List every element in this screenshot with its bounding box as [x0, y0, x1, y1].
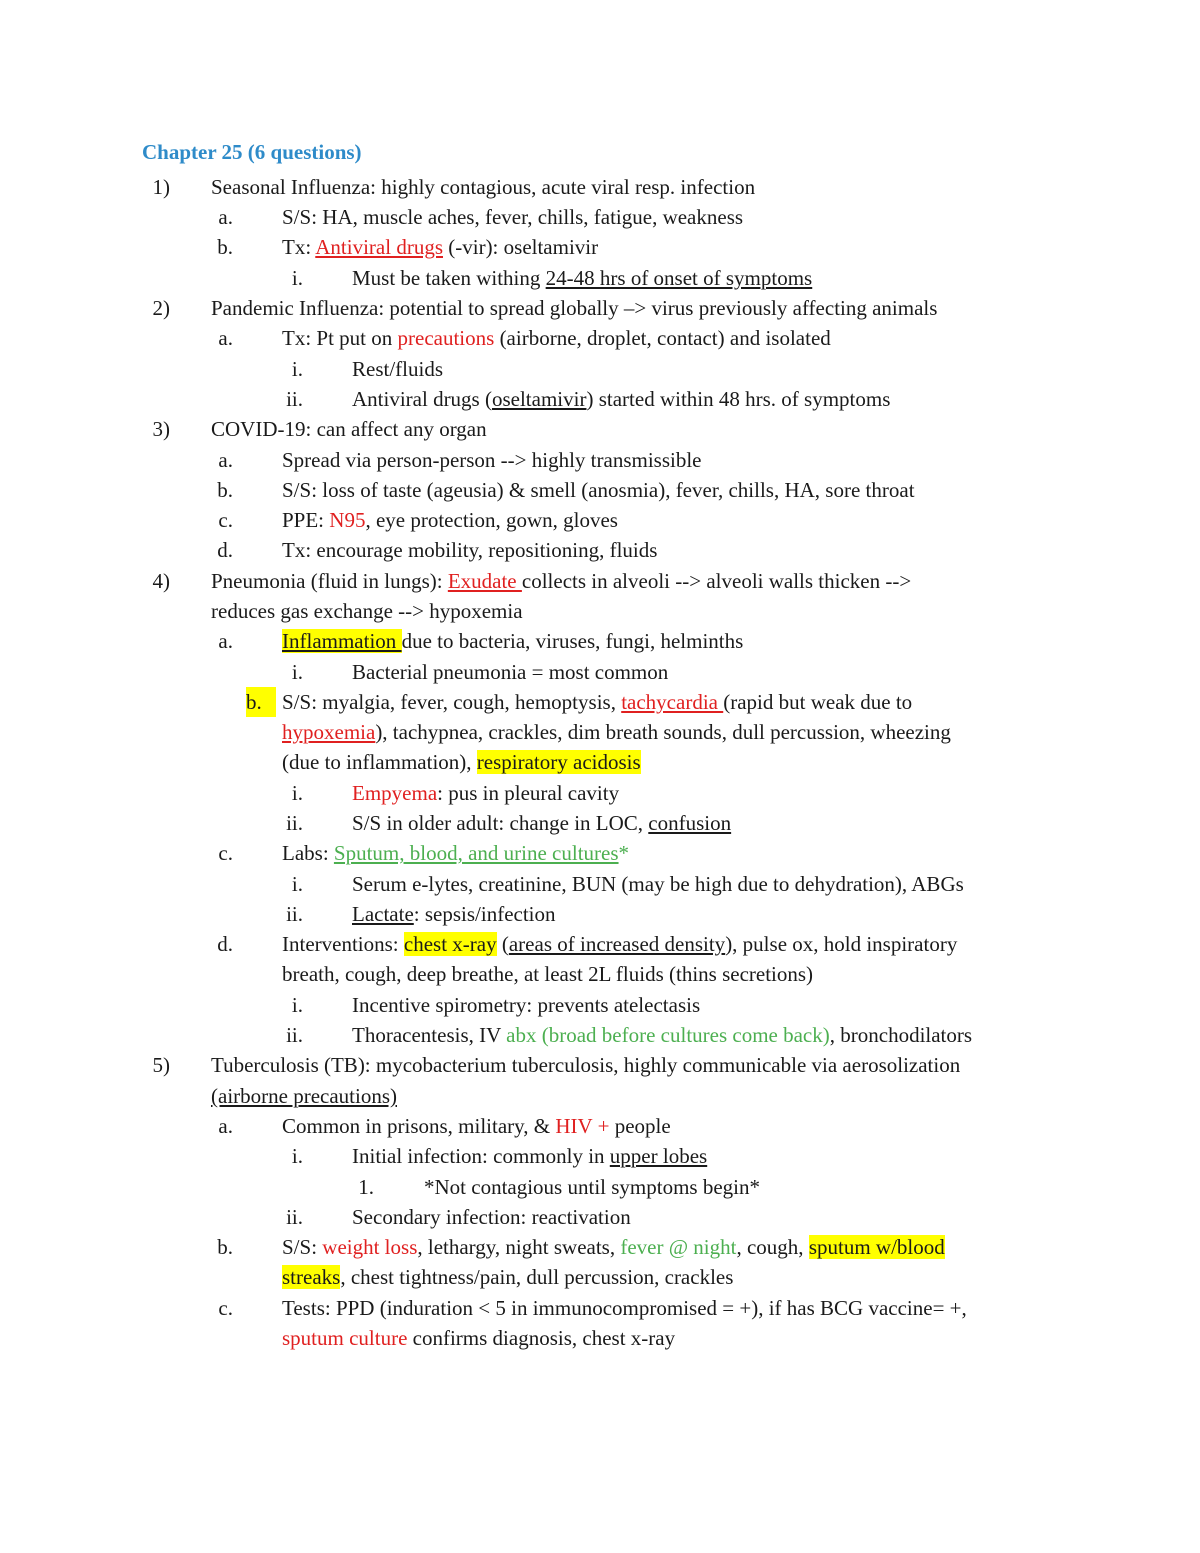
- text-run: , eye protection, gown, gloves: [365, 508, 618, 532]
- text-run: people: [609, 1114, 671, 1138]
- line-text: [282, 959, 813, 989]
- text-run: due to bacteria, viruses, fungi, helminths: [401, 629, 744, 653]
- list-marker: 2): [152, 296, 170, 320]
- text-run: ) started within 48 hrs. of symptoms: [586, 387, 891, 411]
- line-text: [424, 1172, 760, 1202]
- list-marker: i.: [291, 660, 303, 684]
- list-marker: ii.: [286, 387, 303, 411]
- line-text: [352, 657, 668, 687]
- list-marker: ii.: [286, 811, 303, 835]
- text-run: weight loss: [322, 1235, 418, 1259]
- text-run: , lethargy, night sweats,: [417, 1235, 621, 1259]
- text-run: sputum culture: [282, 1326, 408, 1350]
- line-text: [282, 475, 915, 505]
- line-text: [211, 293, 937, 323]
- list-marker: 1.: [358, 1175, 374, 1199]
- text-run: (airborne, droplet, contact) and isolated: [494, 326, 831, 350]
- text-run: : pus in pleural cavity: [437, 781, 620, 805]
- text-run: oseltamivir: [491, 387, 587, 411]
- text-run: Incentive spirometry: prevents atelectasis: [352, 993, 701, 1017]
- line-text: [282, 1262, 733, 1292]
- text-run: reduces gas exchange --> hypoxemia: [211, 599, 523, 623]
- text-run: *: [618, 841, 630, 865]
- list-marker: c.: [218, 1296, 233, 1320]
- text-run: S/S:: [282, 1235, 323, 1259]
- list-marker: b.: [217, 235, 233, 259]
- list-marker: ii.: [286, 1023, 303, 1047]
- line-text: [211, 414, 487, 444]
- line-text: [282, 202, 743, 232]
- text-run: N95: [329, 508, 366, 532]
- text-run: Bacterial pneumonia = most common: [352, 660, 669, 684]
- list-marker: a.: [218, 1114, 233, 1138]
- list-marker: c.: [218, 841, 233, 865]
- text-run: Common in prisons, military, &: [282, 1114, 556, 1138]
- line-text: [211, 1050, 960, 1080]
- text-run: Pandemic Influenza: potential to spread globally –> virus previously affecting animals: [211, 296, 938, 320]
- text-run: Tx: Pt put on: [282, 326, 398, 350]
- list-marker: 5): [152, 1053, 170, 1077]
- text-run: , chest tightness/pain, dull percussion, crackles: [340, 1265, 734, 1289]
- text-run: : sepsis/infection: [413, 902, 556, 926]
- text-run: Tx: encourage mobility, repositioning, fluids: [282, 538, 658, 562]
- text-run: (rapid but weak due to: [723, 690, 913, 714]
- text-run: hypoxemia: [282, 720, 376, 744]
- list-marker: a.: [218, 629, 233, 653]
- text-run: 24-48 hrs of onset of symptoms: [545, 266, 813, 290]
- text-run: S/S: loss of taste (ageusia) & smell (anosmia), fever, chills, HA, sore throat: [282, 478, 915, 502]
- line-text: [352, 1141, 707, 1171]
- line-text: [282, 929, 957, 959]
- text-run: ), pulse ox, hold inspiratory: [725, 932, 958, 956]
- text-run: Must be taken withing: [352, 266, 546, 290]
- list-marker: ii.: [286, 902, 303, 926]
- text-run: Pneumonia (fluid in lungs):: [211, 569, 448, 593]
- text-run: Tuberculosis (TB): mycobacterium tuberculosis, highly communicable via aerosolization: [211, 1053, 961, 1077]
- line-text: [352, 899, 556, 929]
- line-text: [352, 778, 619, 808]
- text-run: Interventions:: [282, 932, 404, 956]
- text-run: *Not contagious until symptoms begin*: [424, 1175, 760, 1199]
- text-run: Thoracentesis, IV: [352, 1023, 507, 1047]
- text-run: (-vir): oseltamivir: [443, 235, 599, 259]
- list-marker: 3): [152, 417, 170, 441]
- line-text: [282, 1111, 671, 1141]
- line-text: [352, 354, 443, 384]
- line-text: [211, 1081, 397, 1111]
- text-run: HIV +: [555, 1114, 610, 1138]
- line-text: [282, 687, 912, 717]
- text-run: Empyema: [352, 781, 438, 805]
- line-text: [211, 596, 523, 626]
- line-text: [352, 808, 731, 838]
- text-run: Seasonal Influenza: highly contagious, acute viral resp. infection: [211, 175, 756, 199]
- text-run: , bronchodilators: [829, 1023, 973, 1047]
- list-marker: i.: [291, 1144, 303, 1168]
- line-text: [282, 717, 951, 747]
- text-run: S/S in older adult: change in LOC,: [352, 811, 649, 835]
- text-run: PPE:: [282, 508, 330, 532]
- text-run: sputum w/blood: [808, 1235, 945, 1259]
- list-marker: a.: [218, 326, 233, 350]
- line-text: [282, 232, 598, 262]
- line-text: [282, 747, 641, 777]
- text-run: (airborne precautions): [211, 1084, 397, 1108]
- line-text: [352, 263, 812, 293]
- list-marker: i.: [291, 993, 303, 1017]
- list-marker: a.: [218, 205, 233, 229]
- list-marker: d.: [217, 932, 233, 956]
- text-run: streaks: [282, 1265, 341, 1289]
- line-text: [282, 445, 702, 475]
- text-run: respiratory acidosis: [476, 750, 641, 774]
- text-run: tachycardia: [621, 690, 724, 714]
- text-run: Serum e-lytes, creatinine, BUN (may be high due to dehydration), ABGs: [352, 872, 964, 896]
- list-marker: 1): [152, 175, 170, 199]
- text-run: areas of increased density: [508, 932, 726, 956]
- line-text: [282, 626, 743, 656]
- text-run: collects in alveoli --> alveoli walls thicken -->: [521, 569, 912, 593]
- text-run: COVID-19: can affect any organ: [211, 417, 487, 441]
- line-text: [282, 535, 657, 565]
- line-text: [282, 1232, 945, 1262]
- line-text: [211, 566, 911, 596]
- text-run: Tx:: [282, 235, 316, 259]
- list-marker: i.: [291, 872, 303, 896]
- text-run: Exudate: [447, 569, 522, 593]
- text-run: Lactate: [352, 902, 414, 926]
- list-marker: ii.: [286, 1205, 303, 1229]
- line-text: [352, 384, 890, 414]
- text-run: Sputum, blood, and urine cultures: [333, 841, 619, 865]
- line-text: [282, 505, 618, 535]
- text-run: upper lobes: [609, 1144, 708, 1168]
- line-text: [211, 172, 755, 202]
- text-run: Antiviral drugs (: [352, 387, 492, 411]
- list-marker: b.: [217, 1235, 233, 1259]
- text-run: chest x-ray: [403, 932, 497, 956]
- text-run: Spread via person-person --> highly transmissible: [282, 448, 702, 472]
- list-marker: 4): [152, 569, 170, 593]
- text-run: breath, cough, deep breathe, at least 2L fluids (thins secretions): [282, 962, 814, 986]
- line-text: [352, 869, 964, 899]
- line-text: [352, 1202, 631, 1232]
- chapter-title: Chapter 25 (6 questions): [142, 140, 362, 164]
- text-run: Inflammation: [282, 629, 402, 653]
- text-run: abx (broad before cultures come back): [506, 1023, 830, 1047]
- text-run: confusion: [648, 811, 732, 835]
- text-run: ), tachypnea, crackles, dim breath sounds, dull percussion, wheezing: [375, 720, 951, 744]
- text-run: precautions: [397, 326, 495, 350]
- line-text: [282, 838, 629, 868]
- line-text: [282, 323, 831, 353]
- list-marker: d.: [217, 538, 233, 562]
- list-marker: a.: [218, 448, 233, 472]
- list-marker: i.: [291, 781, 303, 805]
- list-marker: c.: [218, 508, 233, 532]
- text-run: S/S: HA, muscle aches, fever, chills, fatigue, weakness: [282, 205, 744, 229]
- list-marker: b.: [217, 478, 233, 502]
- text-run: Secondary infection: reactivation: [352, 1205, 631, 1229]
- text-run: (due to inflammation),: [282, 750, 477, 774]
- text-run: (: [496, 932, 509, 956]
- text-run: S/S: myalgia, fever, cough, hemoptysis,: [282, 690, 622, 714]
- text-run: Tests: PPD (induration < 5 in immunocompromised = +), if has BCG vaccine= +,: [282, 1296, 967, 1320]
- list-marker: b.: [246, 687, 276, 717]
- text-run: fever @ night: [620, 1235, 737, 1259]
- text-run: Labs:: [282, 841, 334, 865]
- text-run: confirms diagnosis, chest x-ray: [407, 1326, 676, 1350]
- line-text: [352, 1020, 972, 1050]
- line-text: [282, 1293, 967, 1323]
- text-run: Antiviral drugs: [315, 235, 443, 259]
- line-text: [282, 1323, 675, 1353]
- text-run: Rest/fluids: [352, 357, 444, 381]
- line-text: [352, 990, 700, 1020]
- text-run: , cough,: [736, 1235, 809, 1259]
- list-marker: i.: [291, 266, 303, 290]
- list-marker: i.: [291, 357, 303, 381]
- text-run: Initial infection: commonly in: [352, 1144, 610, 1168]
